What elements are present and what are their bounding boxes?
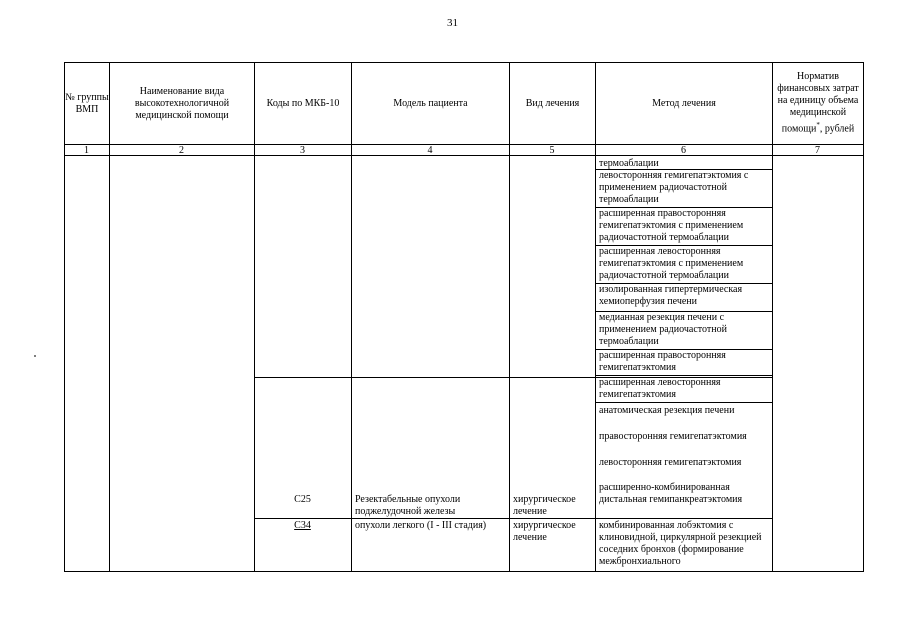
column-number: 6 [681, 145, 686, 156]
method-item: левосторонняя гемигепатэктомия с применением радиочастотной термоаблации [599, 170, 749, 205]
icd-code-c25: C25 [294, 494, 311, 505]
row-divider [254, 518, 773, 519]
method-item: правосторонняя гемигепатэктомия [599, 431, 747, 442]
footnote-mark: * [816, 121, 820, 130]
method-item: расширенная левосторонняя гемигепатэктомия [599, 377, 721, 400]
method-item: расширенная правосторонняя гемигепатэктомия с применением радиочастотной термоаблации [599, 208, 744, 243]
header-care-type: Наименование вида высокотехнологичной медицинской помощи [134, 85, 230, 121]
method-item: термоаблации [599, 158, 659, 169]
method-divider [595, 402, 773, 403]
header-group-number: № группы ВМП [65, 91, 109, 115]
header-treatment-type: Вид лечения [525, 97, 580, 109]
patient-model-c34: опухоли легкого (I - III стадия) [355, 520, 487, 531]
column-number: 1 [84, 145, 89, 156]
treatment-type-c25: хирургическое лечение [513, 494, 576, 517]
method-item: расширенная правосторонняя гемигепатэктомия [599, 350, 726, 373]
cost-standard-unit: , рублей [819, 123, 855, 135]
table-border-bottom [64, 571, 864, 572]
column-divider [109, 62, 110, 572]
column-number: 7 [815, 145, 820, 156]
method-item: левосторонняя гемигепатэктомия [599, 457, 742, 468]
header-patient-model: Модель пациента [393, 97, 468, 109]
method-item: комбинированная лобэктомия с клиновидной, циркулярной резекцией соседних бронхов (формирование межбронхиального [599, 520, 762, 567]
method-divider [595, 375, 773, 376]
page-number: 31 [447, 17, 458, 29]
column-number: 4 [427, 145, 433, 156]
treatment-type-c34: хирургическое лечение [513, 520, 576, 543]
header-cost-standard [773, 63, 863, 144]
vmp-table [64, 62, 864, 572]
column-number: 3 [300, 145, 305, 156]
column-number: 5 [549, 145, 555, 156]
method-item: расширенно-комбинированная дистальная гемипанкреатэктомия [599, 482, 743, 505]
scan-speck [34, 355, 36, 357]
cost-standard-text: Норматив финансовых затрат на единицу объема медицинской помощи [777, 71, 859, 135]
patient-model-c25: Резектабельные опухоли поджелудочной железы [355, 494, 461, 517]
method-item: изолированная гипертермическая хемиоперфузия печени [599, 284, 743, 307]
method-item: медианная резекция печени с применением радиочастотной термоаблации [599, 312, 727, 347]
header-icd-codes: Коды по МКБ-10 [266, 97, 340, 109]
icd-code-c34: C34 [294, 520, 311, 531]
method-item: расширенная левосторонняя гемигепатэктомия с применением радиочастотной термоаблации [599, 246, 744, 281]
method-item: анатомическая резекция печени [599, 405, 735, 416]
table-border-right [863, 62, 864, 572]
column-number: 2 [179, 145, 184, 156]
header-treatment-method: Метод лечения [652, 97, 716, 109]
